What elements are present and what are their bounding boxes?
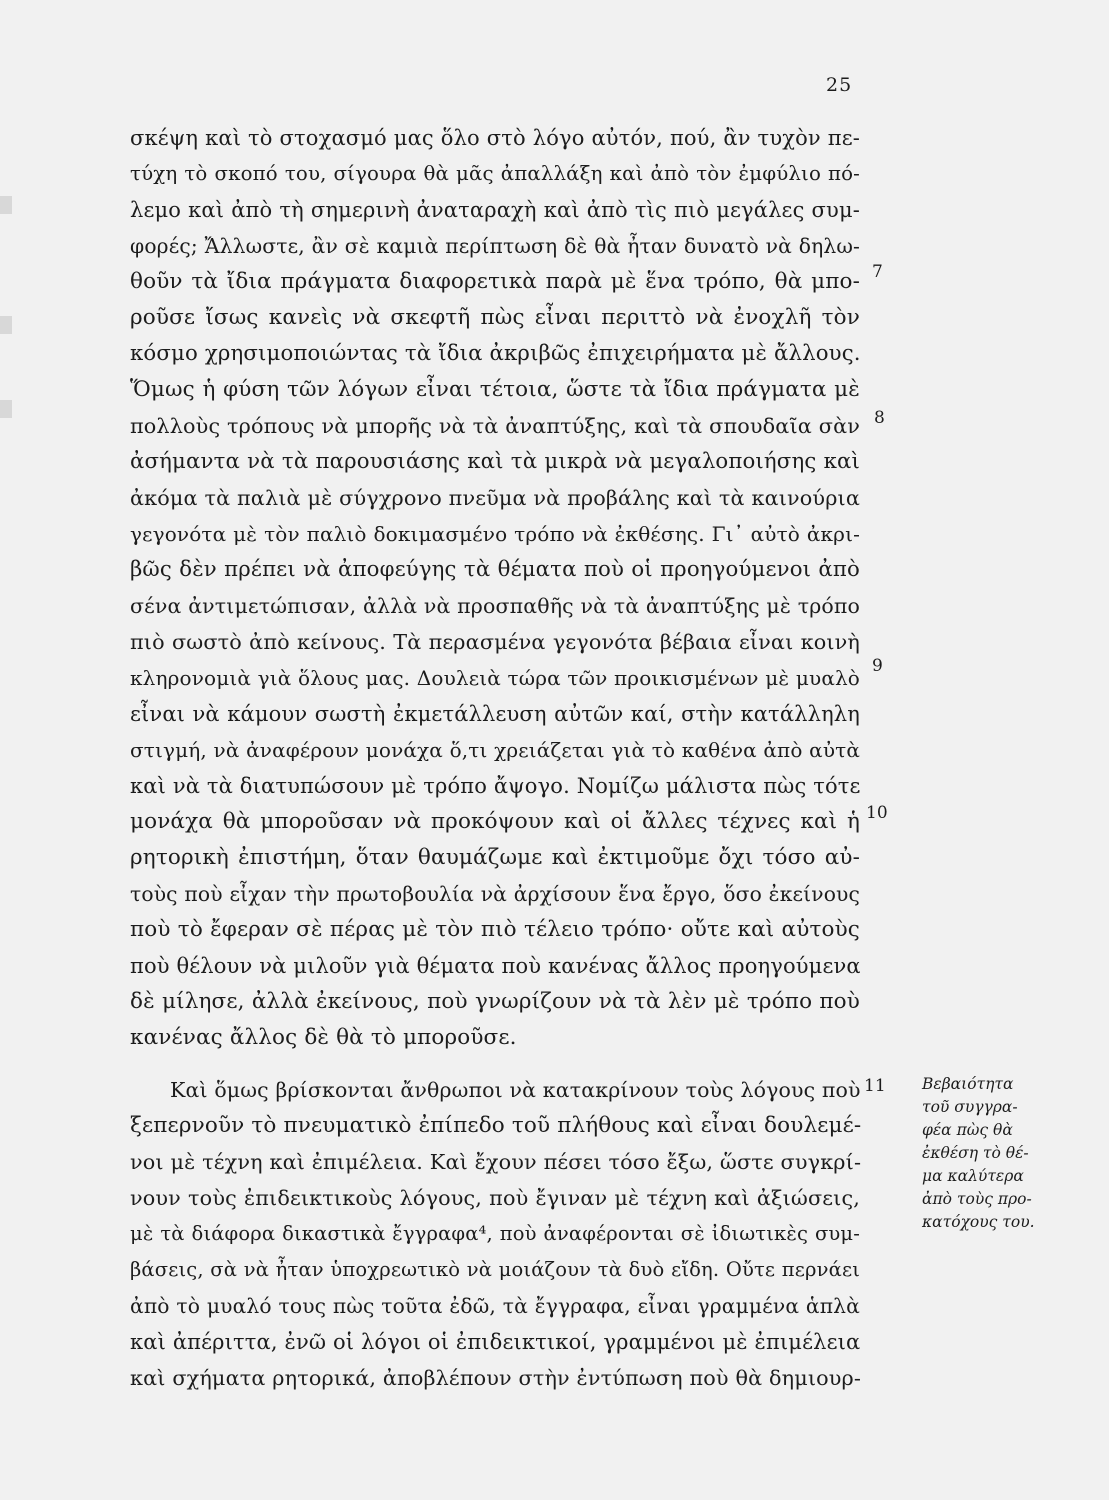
text-line: δὲ μίλησε, ἀλλὰ ἐκείνους, ποὺ γνωρίζουν νὰ τὰ λὲν μὲ τρόπο ποὺ (130, 989, 860, 1014)
text-line: καὶ νὰ τὰ διατυπώσουν μὲ τρόπο ἄψογο. Νομίζω μάλιστα πὼς τότε (130, 774, 861, 798)
text-line: καὶ ἀπέριττα, ἐνῶ οἱ λόγοι οἱ ἐπιδεικτικοί, γραμμένοι μὲ ἐπιμέλεια (130, 1330, 861, 1354)
margin-note-line: φέα πὼς θὰ (922, 1121, 1013, 1139)
margin-section-number: 8 (874, 408, 885, 428)
text-line: βῶς δὲν πρέπει νὰ ἀποφεύγης τὰ θέματα ποὺ οἱ προηγούμενοι ἀπὸ (130, 557, 860, 582)
text-line: νουν τοὺς ἐπιδεικτικοὺς λόγους, ποὺ ἔγιναν μὲ τέχνη καὶ ἀξιώσεις, (130, 1186, 860, 1210)
text-line: ποὺ τὸ ἔφεραν σὲ πέρας μὲ τὸν πιὸ τέλειο τρόπο· οὔτε καὶ αὐτοὺς (130, 917, 860, 942)
margin-section-number: 11 (864, 1076, 886, 1096)
text-line: κόσμο χρησιμοποιώντας τὰ ἴδια ἀκριβῶς ἐπιχειρήματα μὲ ἄλλους. (130, 341, 861, 366)
text-line: γεγονότα μὲ τὸν παλιὸ δοκιμασμένο τρόπο νὰ ἐκθέσης. Γι᾽ αὐτὸ ἀκρι- (130, 522, 860, 546)
text-line: τοὺς ποὺ εἶχαν τὴν πρωτοβουλία νὰ ἀρχίσουν ἕνα ἔργο, ὅσο ἐκείνους (130, 882, 860, 906)
text-line: ρητορικὴ ἐπιστήμη, ὅταν θαυμάζωμε καὶ ἐκτιμοῦμε ὄχι τόσο αὐ- (130, 845, 860, 870)
scan-edge-mark (0, 196, 12, 214)
paragraph-first-line: Καὶ ὅμως βρίσκονται ἄνθρωποι νὰ κατακρίνουν τοὺς λόγους ποὺ (170, 1078, 861, 1102)
text-line: Ὅμως ἡ φύση τῶν λόγων εἶναι τέτοια, ὥστε τὰ ἴδια πράγματα μὲ (130, 377, 860, 402)
text-line: ἀκόμα τὰ παλιὰ μὲ σύγχρονο πνεῦμα νὰ προβάλης καὶ τὰ καινούρια (130, 486, 860, 510)
margin-note-line: ἀπὸ τοὺς προ- (922, 1190, 1032, 1208)
text-line: σένα ἀντιμετώπισαν, ἀλλὰ νὰ προσπαθῆς νὰ τὰ ἀναπτύξης μὲ τρόπο (130, 594, 860, 618)
text-line: πολλοὺς τρόπους νὰ μπορῆς νὰ τὰ ἀναπτύξης, καὶ τὰ σπουδαῖα σὰν (130, 414, 860, 438)
text-line: ἀπὸ τὸ μυαλό τους πὼς τοῦτα ἐδῶ, τὰ ἔγγραφα, εἶναι γραμμένα ἁπλὰ (130, 1294, 860, 1318)
text-line: ἀσήμαντα νὰ τὰ παρουσιάσης καὶ τὰ μικρὰ νὰ μεγαλοποιήσης καὶ (130, 449, 860, 474)
text-line: ροῦσε ἴσως κανεὶς νὰ σκεφτῆ πὼς εἶναι περιττὸ νὰ ἐνοχλῆ τὸν (130, 305, 860, 330)
margin-note-line: τοῦ συγγρα- (922, 1098, 1018, 1116)
margin-section-number: 7 (872, 262, 883, 282)
margin-section-number: 10 (866, 803, 888, 823)
text-line: ποὺ θέλουν νὰ μιλοῦν γιὰ θέματα ποὺ κανένας ἄλλος προηγούμενα (130, 954, 861, 978)
text-line: κανένας ἄλλος δὲ θὰ τὸ μποροῦσε. (130, 1025, 517, 1050)
text-line: τύχη τὸ σκοπό του, σίγουρα θὰ μᾶς ἀπαλλάξη καὶ ἀπὸ τὸν ἐμφύλιο πό- (130, 162, 860, 185)
text-line: στιγμή, νὰ ἀναφέρουν μονάχα ὅ,τι χρειάζεται γιὰ τὸ καθένα ἀπὸ αὐτὰ (130, 738, 860, 762)
text-line: εἶναι νὰ κάμουν σωστὴ ἐκμετάλλευση αὐτῶν καί, στὴν κατάλληλη (130, 702, 860, 726)
text-line: μὲ τὰ διάφορα δικαστικὰ ἔγγραφα⁴, ποὺ ἀναφέρονται σὲ ἰδιωτικὲς συμ- (130, 1222, 860, 1245)
margin-section-number: 9 (872, 656, 883, 676)
text-line: νοι μὲ τέχνη καὶ ἐπιμέλεια. Καὶ ἔχουν πέσει τόσο ἔξω, ὥστε συγκρί- (130, 1150, 862, 1174)
text-line: σκέψη καὶ τὸ στοχασμό μας ὅλο στὸ λόγο αὐτόν, πού, ἂν τυχὸν πε- (130, 126, 860, 150)
margin-note-line: μα καλύτερα (922, 1167, 1024, 1185)
text-line: λεμο καὶ ἀπὸ τὴ σημερινὴ ἀναταραχὴ καὶ ἀπὸ τὶς πιὸ μεγάλες συμ- (130, 198, 860, 222)
text-line: ξεπερνοῦν τὸ πνευματικὸ ἐπίπεδο τοῦ πλήθους καὶ εἶναι δουλεμέ- (130, 1113, 862, 1138)
text-line: πιὸ σωστὸ ἀπὸ κείνους. Τὰ περασμένα γεγονότα βέβαια εἶναι κοινὴ (130, 630, 860, 654)
text-line: βάσεις, σὰ νὰ ἦταν ὑποχρεωτικὸ νὰ μοιάζουν τὰ δυὸ εἴδη. Οὔτε περνάει (130, 1258, 860, 1281)
scan-edge-mark (0, 316, 12, 334)
text-line: καὶ σχήματα ρητορικά, ἀποβλέπουν στὴν ἐντύπωση ποὺ θὰ δημιουρ- (130, 1366, 862, 1390)
text-line: κληρονομιὰ γιὰ ὅλους μας. Δουλειὰ τώρα τῶν προικισμένων μὲ μυαλὸ (130, 666, 860, 690)
text-line: θοῦν τὰ ἴδια πράγματα διαφορετικὰ παρὰ μὲ ἕνα τρόπο, θὰ μπο- (130, 269, 860, 294)
page-number: 25 (826, 74, 853, 96)
text-line: φορές; Ἄλλωστε, ἂν σὲ καμιὰ περίπτωση δὲ θὰ ἦταν δυνατὸ νὰ δηλω- (130, 234, 860, 258)
margin-note (922, 1073, 1072, 1234)
margin-note-line: ἐκθέση τὸ θέ- (922, 1144, 1029, 1162)
margin-note-line: Βεβαιότητα (922, 1075, 1014, 1093)
scan-edge-mark (0, 400, 12, 418)
margin-note-line: κατόχους του. (922, 1213, 1035, 1231)
text-line: μονάχα θὰ μποροῦσαν νὰ προκόψουν καὶ οἱ ἄλλες τέχνες καὶ ἡ (130, 809, 860, 834)
